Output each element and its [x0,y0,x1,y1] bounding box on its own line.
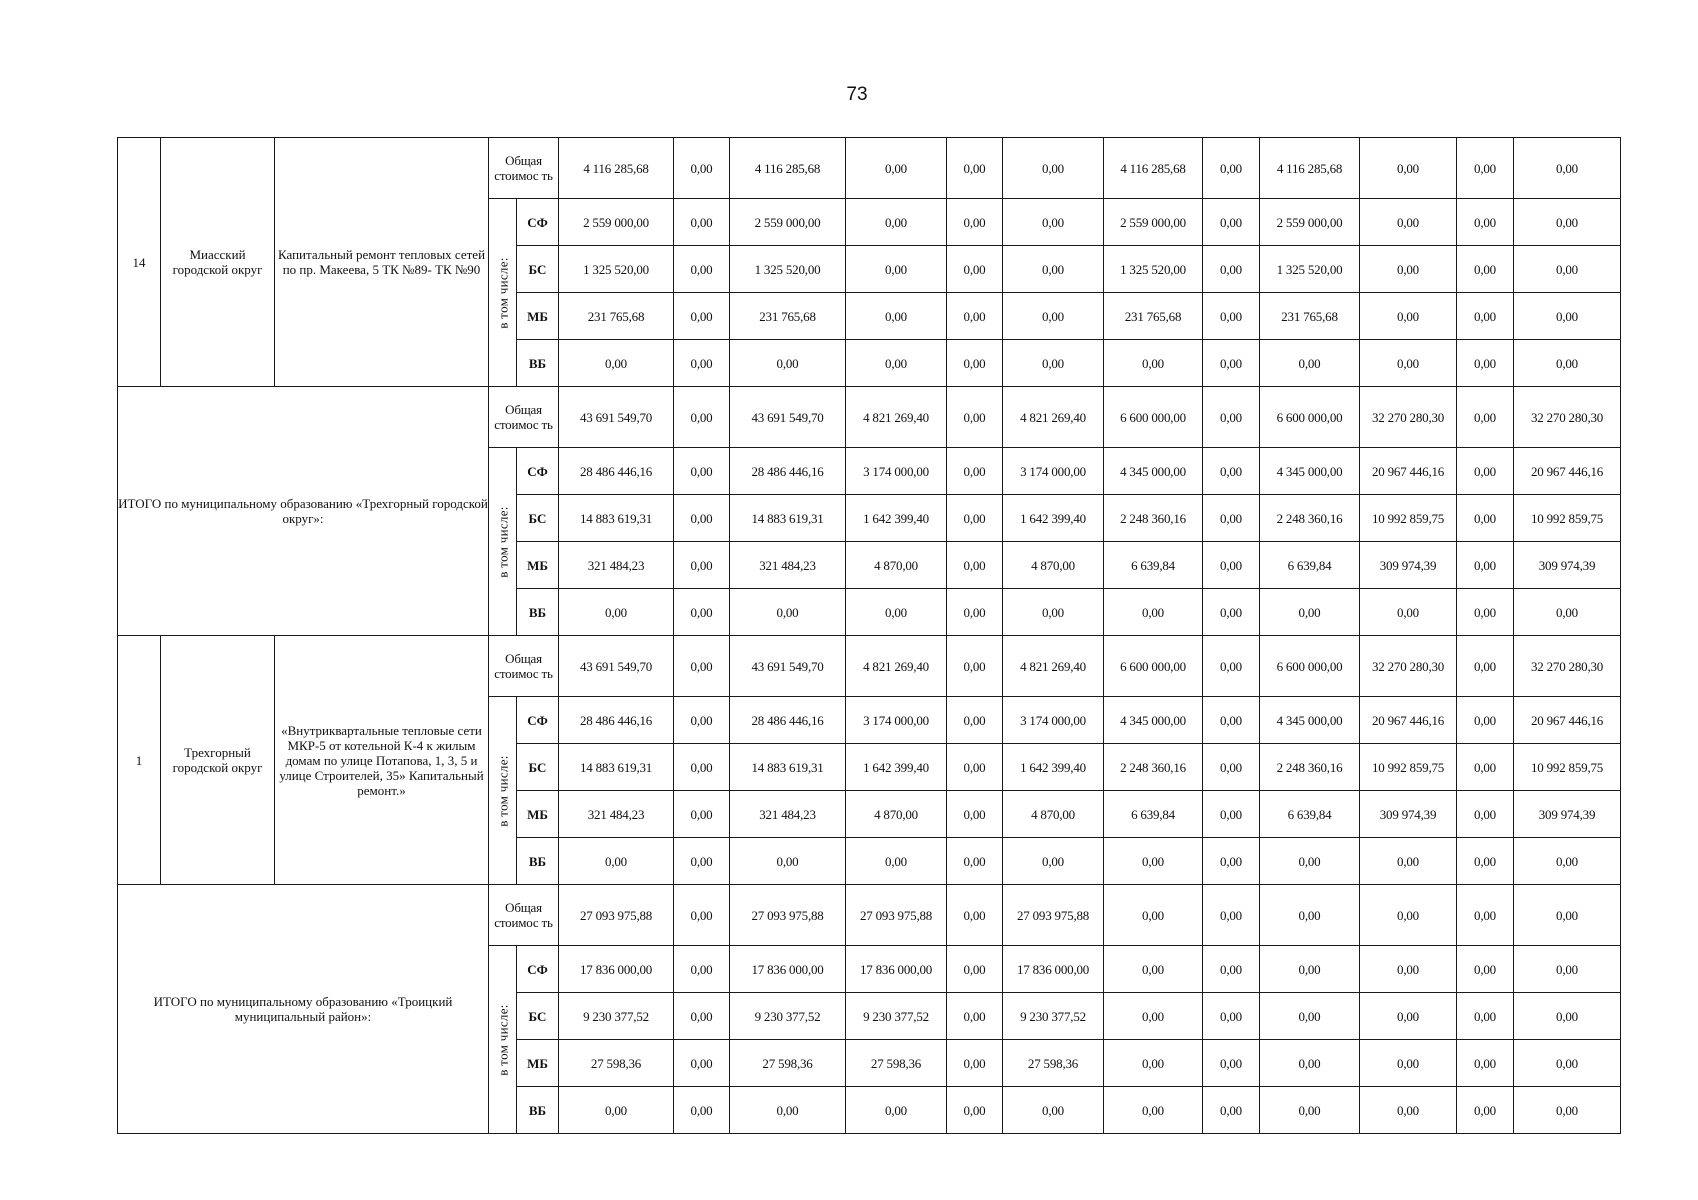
amount-total-all: 17 836 000,00 [559,946,674,993]
amount-y1-new: 4 870,00 [1003,542,1104,589]
amount-y2-delta: 0,00 [1203,946,1260,993]
amount-y2-plan: 4 345 000,00 [1104,697,1203,744]
total-cost-label: Общая стоимос ть [489,138,559,199]
group-total-label: ИТОГО по муниципальному образованию «Трехгорный городской округ»: [118,387,489,636]
amount-y3-delta: 0,00 [1457,138,1514,199]
funding-source-code: МБ [517,542,559,589]
amount-y3-delta: 0,00 [1457,246,1514,293]
amount-y1-new: 3 174 000,00 [1003,448,1104,495]
amount-y1-new: 0,00 [1003,199,1104,246]
group-total-label: ИТОГО по муниципальному образованию «Троицкий муниципальный район»: [118,885,489,1134]
amount-total-new: 17 836 000,00 [730,946,846,993]
amount-y3-delta: 0,00 [1457,387,1514,448]
amount-y1-plan: 0,00 [846,138,947,199]
amount-y2-new: 2 559 000,00 [1260,199,1360,246]
amount-y1-new: 0,00 [1003,340,1104,387]
amount-y2-plan: 0,00 [1104,946,1203,993]
amount-y3-plan: 0,00 [1360,1040,1457,1087]
amount-total-all: 43 691 549,70 [559,387,674,448]
amount-y1-plan: 4 821 269,40 [846,636,947,697]
amount-total-new: 14 883 619,31 [730,495,846,542]
amount-y1-delta: 0,00 [947,636,1003,697]
amount-y2-delta: 0,00 [1203,993,1260,1040]
amount-y1-new: 0,00 [1003,838,1104,885]
including-label [489,946,517,1134]
amount-y2-new: 6 639,84 [1260,791,1360,838]
amount-y1-plan: 0,00 [846,199,947,246]
amount-total-new: 27 093 975,88 [730,885,846,946]
amount-y2-delta: 0,00 [1203,885,1260,946]
amount-y1-plan: 0,00 [846,246,947,293]
object-name: «Внутриквартальные тепловые сети МКР-5 от котельной К-4 к жилым домам по улице Потапова, 1, 3, 5 и улице Строителей, 35» Капитальный ремонт.» [275,636,489,885]
amount-y2-delta: 0,00 [1203,199,1260,246]
amount-y2-new: 4 345 000,00 [1260,448,1360,495]
amount-y2-delta: 0,00 [1203,246,1260,293]
including-label [489,199,517,387]
amount-y1-plan: 4 870,00 [846,791,947,838]
amount-y2-new: 2 248 360,16 [1260,744,1360,791]
amount-y1-plan: 0,00 [846,1087,947,1134]
amount-total-delta: 0,00 [674,838,730,885]
amount-y3-delta: 0,00 [1457,340,1514,387]
amount-y3-delta: 0,00 [1457,1087,1514,1134]
amount-total-delta: 0,00 [674,293,730,340]
amount-y3-new: 309 974,39 [1514,791,1621,838]
amount-y1-new: 1 642 399,40 [1003,495,1104,542]
amount-y2-plan: 0,00 [1104,589,1203,636]
amount-y2-new: 0,00 [1260,993,1360,1040]
amount-y3-new: 309 974,39 [1514,542,1621,589]
amount-y1-delta: 0,00 [947,340,1003,387]
row-number: 14 [118,138,161,387]
amount-y2-new: 6 639,84 [1260,542,1360,589]
amount-total-new: 1 325 520,00 [730,246,846,293]
amount-total-all: 0,00 [559,838,674,885]
amount-y3-new: 20 967 446,16 [1514,697,1621,744]
amount-y1-plan: 0,00 [846,838,947,885]
amount-y2-plan: 6 600 000,00 [1104,636,1203,697]
amount-total-delta: 0,00 [674,340,730,387]
amount-total-all: 28 486 446,16 [559,697,674,744]
amount-y2-plan: 6 600 000,00 [1104,387,1203,448]
amount-y1-delta: 0,00 [947,1040,1003,1087]
amount-y3-plan: 0,00 [1360,340,1457,387]
amount-total-new: 321 484,23 [730,791,846,838]
amount-y3-new: 0,00 [1514,993,1621,1040]
amount-y3-delta: 0,00 [1457,293,1514,340]
total-cost-label: Общая стоимос ть [489,636,559,697]
amount-total-all: 321 484,23 [559,542,674,589]
amount-y1-new: 0,00 [1003,138,1104,199]
amount-y2-new: 0,00 [1260,885,1360,946]
amount-y1-delta: 0,00 [947,387,1003,448]
amount-y3-plan: 10 992 859,75 [1360,495,1457,542]
amount-total-all: 27 093 975,88 [559,885,674,946]
amount-y2-plan: 0,00 [1104,993,1203,1040]
funding-source-code: МБ [517,293,559,340]
amount-y1-plan: 3 174 000,00 [846,448,947,495]
amount-y2-plan: 0,00 [1104,838,1203,885]
amount-y1-new: 9 230 377,52 [1003,993,1104,1040]
amount-y2-new: 0,00 [1260,946,1360,993]
amount-total-delta: 0,00 [674,1040,730,1087]
amount-y1-new: 0,00 [1003,293,1104,340]
amount-total-delta: 0,00 [674,448,730,495]
amount-y1-plan: 1 642 399,40 [846,495,947,542]
amount-y2-plan: 6 639,84 [1104,791,1203,838]
amount-total-delta: 0,00 [674,542,730,589]
amount-y2-new: 4 345 000,00 [1260,697,1360,744]
total-cost-label: Общая стоимос ть [489,885,559,946]
amount-y2-delta: 0,00 [1203,1040,1260,1087]
amount-y3-delta: 0,00 [1457,636,1514,697]
amount-y2-plan: 0,00 [1104,1040,1203,1087]
amount-total-delta: 0,00 [674,993,730,1040]
amount-y3-new: 0,00 [1514,340,1621,387]
amount-total-delta: 0,00 [674,697,730,744]
row-number: 1 [118,636,161,885]
funding-source-code: МБ [517,791,559,838]
amount-y1-new: 27 598,36 [1003,1040,1104,1087]
amount-total-all: 27 598,36 [559,1040,674,1087]
table-row-total [118,885,1621,946]
amount-y1-plan: 0,00 [846,340,947,387]
amount-total-delta: 0,00 [674,946,730,993]
amount-y1-new: 0,00 [1003,1087,1104,1134]
amount-y2-delta: 0,00 [1203,293,1260,340]
amount-y2-plan: 2 248 360,16 [1104,495,1203,542]
amount-y2-delta: 0,00 [1203,542,1260,589]
amount-y3-delta: 0,00 [1457,199,1514,246]
object-name: Капитальный ремонт тепловых сетей по пр. Макеева, 5 ТК №89- ТК №90 [275,138,489,387]
amount-y3-new: 0,00 [1514,246,1621,293]
amount-y3-delta: 0,00 [1457,946,1514,993]
amount-y2-delta: 0,00 [1203,589,1260,636]
funding-source-code: ВБ [517,838,559,885]
amount-y3-delta: 0,00 [1457,542,1514,589]
amount-total-new: 0,00 [730,838,846,885]
amount-y3-new: 0,00 [1514,838,1621,885]
amount-y1-delta: 0,00 [947,1087,1003,1134]
amount-total-new: 231 765,68 [730,293,846,340]
amount-y3-new: 0,00 [1514,946,1621,993]
amount-total-all: 14 883 619,31 [559,495,674,542]
amount-y2-delta: 0,00 [1203,495,1260,542]
amount-y3-plan: 309 974,39 [1360,791,1457,838]
amount-total-delta: 0,00 [674,246,730,293]
funding-source-code: БС [517,495,559,542]
amount-total-all: 2 559 000,00 [559,199,674,246]
amount-total-new: 0,00 [730,589,846,636]
amount-y3-new: 32 270 280,30 [1514,636,1621,697]
amount-y2-plan: 231 765,68 [1104,293,1203,340]
amount-y3-plan: 0,00 [1360,838,1457,885]
table-row-total [118,636,1621,697]
amount-total-new: 2 559 000,00 [730,199,846,246]
amount-total-all: 4 116 285,68 [559,138,674,199]
amount-y3-new: 0,00 [1514,885,1621,946]
including-label-text: в том числе: [495,256,510,329]
amount-y1-new: 0,00 [1003,589,1104,636]
amount-y1-plan: 0,00 [846,293,947,340]
amount-y1-new: 4 821 269,40 [1003,387,1104,448]
amount-total-new: 28 486 446,16 [730,448,846,495]
amount-y3-delta: 0,00 [1457,697,1514,744]
amount-y3-delta: 0,00 [1457,1040,1514,1087]
amount-y3-plan: 0,00 [1360,946,1457,993]
amount-total-all: 43 691 549,70 [559,636,674,697]
amount-total-new: 28 486 446,16 [730,697,846,744]
amount-y2-delta: 0,00 [1203,387,1260,448]
amount-y3-plan: 0,00 [1360,246,1457,293]
amount-y2-new: 1 325 520,00 [1260,246,1360,293]
amount-y1-plan: 17 836 000,00 [846,946,947,993]
amount-y1-plan: 3 174 000,00 [846,697,947,744]
amount-y2-new: 0,00 [1260,1040,1360,1087]
amount-y2-delta: 0,00 [1203,636,1260,697]
amount-total-new: 9 230 377,52 [730,993,846,1040]
amount-y1-new: 27 093 975,88 [1003,885,1104,946]
amount-y2-plan: 6 639,84 [1104,542,1203,589]
amount-total-new: 321 484,23 [730,542,846,589]
amount-total-delta: 0,00 [674,885,730,946]
amount-total-new: 14 883 619,31 [730,744,846,791]
amount-y2-delta: 0,00 [1203,340,1260,387]
including-label [489,448,517,636]
amount-y1-delta: 0,00 [947,495,1003,542]
amount-y1-plan: 9 230 377,52 [846,993,947,1040]
amount-y1-new: 4 821 269,40 [1003,636,1104,697]
funding-source-code: СФ [517,946,559,993]
amount-total-all: 0,00 [559,1087,674,1134]
amount-y1-delta: 0,00 [947,838,1003,885]
amount-y1-delta: 0,00 [947,448,1003,495]
amount-y2-new: 231 765,68 [1260,293,1360,340]
amount-y3-plan: 32 270 280,30 [1360,387,1457,448]
amount-y1-plan: 0,00 [846,589,947,636]
amount-y2-delta: 0,00 [1203,138,1260,199]
amount-y3-plan: 0,00 [1360,589,1457,636]
amount-total-delta: 0,00 [674,636,730,697]
funding-source-code: ВБ [517,340,559,387]
amount-y3-plan: 0,00 [1360,199,1457,246]
amount-y3-delta: 0,00 [1457,589,1514,636]
amount-y2-plan: 4 116 285,68 [1104,138,1203,199]
including-label-text: в том числе: [495,505,510,578]
amount-y3-plan: 32 270 280,30 [1360,636,1457,697]
amount-y2-plan: 2 248 360,16 [1104,744,1203,791]
amount-total-delta: 0,00 [674,589,730,636]
amount-y2-plan: 0,00 [1104,1087,1203,1134]
amount-y3-delta: 0,00 [1457,791,1514,838]
amount-total-delta: 0,00 [674,387,730,448]
amount-y2-plan: 1 325 520,00 [1104,246,1203,293]
amount-total-new: 27 598,36 [730,1040,846,1087]
amount-y3-new: 32 270 280,30 [1514,387,1621,448]
amount-total-all: 231 765,68 [559,293,674,340]
amount-y2-plan: 2 559 000,00 [1104,199,1203,246]
amount-y1-delta: 0,00 [947,744,1003,791]
amount-y3-new: 0,00 [1514,1087,1621,1134]
funding-source-code: ВБ [517,589,559,636]
amount-y2-delta: 0,00 [1203,448,1260,495]
amount-y1-delta: 0,00 [947,993,1003,1040]
amount-total-all: 28 486 446,16 [559,448,674,495]
amount-y1-delta: 0,00 [947,697,1003,744]
amount-y1-new: 1 642 399,40 [1003,744,1104,791]
municipality-name: Трехгорный городской округ [161,636,275,885]
amount-y2-new: 0,00 [1260,589,1360,636]
amount-y3-plan: 0,00 [1360,1087,1457,1134]
amount-y1-delta: 0,00 [947,246,1003,293]
funding-source-code: ВБ [517,1087,559,1134]
amount-y3-plan: 20 967 446,16 [1360,697,1457,744]
amount-total-new: 43 691 549,70 [730,636,846,697]
amount-y1-delta: 0,00 [947,791,1003,838]
total-cost-label: Общая стоимос ть [489,387,559,448]
amount-total-delta: 0,00 [674,791,730,838]
amount-y1-plan: 27 598,36 [846,1040,947,1087]
amount-total-all: 1 325 520,00 [559,246,674,293]
amount-total-all: 9 230 377,52 [559,993,674,1040]
amount-total-all: 14 883 619,31 [559,744,674,791]
amount-y1-delta: 0,00 [947,199,1003,246]
amount-y2-delta: 0,00 [1203,697,1260,744]
amount-y1-delta: 0,00 [947,946,1003,993]
amount-y1-plan: 4 870,00 [846,542,947,589]
amount-y3-delta: 0,00 [1457,838,1514,885]
funding-source-code: СФ [517,199,559,246]
amount-total-all: 0,00 [559,340,674,387]
amount-total-new: 0,00 [730,1087,846,1134]
amount-y1-delta: 0,00 [947,885,1003,946]
amount-y3-new: 20 967 446,16 [1514,448,1621,495]
amount-y2-delta: 0,00 [1203,791,1260,838]
funding-source-code: БС [517,744,559,791]
municipality-name: Миасский городской округ [161,138,275,387]
amount-y1-plan: 27 093 975,88 [846,885,947,946]
amount-total-delta: 0,00 [674,199,730,246]
amount-y1-delta: 0,00 [947,542,1003,589]
amount-y1-delta: 0,00 [947,589,1003,636]
amount-y1-new: 17 836 000,00 [1003,946,1104,993]
amount-y1-new: 4 870,00 [1003,791,1104,838]
amount-y3-plan: 0,00 [1360,993,1457,1040]
amount-y2-new: 2 248 360,16 [1260,495,1360,542]
amount-total-new: 0,00 [730,340,846,387]
funding-source-code: БС [517,246,559,293]
amount-total-delta: 0,00 [674,744,730,791]
amount-total-delta: 0,00 [674,1087,730,1134]
amount-y2-plan: 0,00 [1104,885,1203,946]
amount-y2-new: 0,00 [1260,1087,1360,1134]
amount-total-new: 4 116 285,68 [730,138,846,199]
amount-y2-new: 6 600 000,00 [1260,387,1360,448]
amount-y3-plan: 20 967 446,16 [1360,448,1457,495]
including-label-text: в том числе: [495,1003,510,1076]
funding-source-code: БС [517,993,559,1040]
page-number: 73 [846,84,868,105]
amount-y1-plan: 4 821 269,40 [846,387,947,448]
amount-y2-delta: 0,00 [1203,744,1260,791]
including-label-text: в том числе: [495,754,510,827]
amount-y3-plan: 309 974,39 [1360,542,1457,589]
amount-y3-new: 0,00 [1514,1040,1621,1087]
amount-total-new: 43 691 549,70 [730,387,846,448]
amount-y3-new: 0,00 [1514,138,1621,199]
amount-y3-plan: 0,00 [1360,293,1457,340]
table-row-total [118,138,1621,199]
funding-source-code: МБ [517,1040,559,1087]
amount-y3-plan: 0,00 [1360,138,1457,199]
funding-source-code: СФ [517,448,559,495]
amount-y2-delta: 0,00 [1203,838,1260,885]
amount-total-delta: 0,00 [674,495,730,542]
amount-y3-new: 0,00 [1514,293,1621,340]
table-row-total [118,387,1621,448]
amount-y1-new: 0,00 [1003,246,1104,293]
amount-y2-delta: 0,00 [1203,1087,1260,1134]
amount-total-all: 0,00 [559,589,674,636]
amount-y3-delta: 0,00 [1457,744,1514,791]
amount-y3-new: 10 992 859,75 [1514,495,1621,542]
amount-y3-delta: 0,00 [1457,495,1514,542]
amount-y2-new: 4 116 285,68 [1260,138,1360,199]
amount-y2-plan: 4 345 000,00 [1104,448,1203,495]
including-label [489,697,517,885]
amount-y2-new: 0,00 [1260,838,1360,885]
amount-y3-new: 0,00 [1514,589,1621,636]
amount-y2-new: 0,00 [1260,340,1360,387]
amount-y3-plan: 0,00 [1360,885,1457,946]
amount-y3-delta: 0,00 [1457,993,1514,1040]
amount-y1-plan: 1 642 399,40 [846,744,947,791]
amount-y1-new: 3 174 000,00 [1003,697,1104,744]
financing-table [117,137,1621,1134]
amount-y3-delta: 0,00 [1457,448,1514,495]
funding-source-code: СФ [517,697,559,744]
amount-y2-new: 6 600 000,00 [1260,636,1360,697]
amount-y1-delta: 0,00 [947,293,1003,340]
amount-y3-new: 0,00 [1514,199,1621,246]
amount-total-delta: 0,00 [674,138,730,199]
amount-y3-delta: 0,00 [1457,885,1514,946]
amount-y1-delta: 0,00 [947,138,1003,199]
amount-y3-plan: 10 992 859,75 [1360,744,1457,791]
amount-y2-plan: 0,00 [1104,340,1203,387]
amount-y3-new: 10 992 859,75 [1514,744,1621,791]
amount-total-all: 321 484,23 [559,791,674,838]
